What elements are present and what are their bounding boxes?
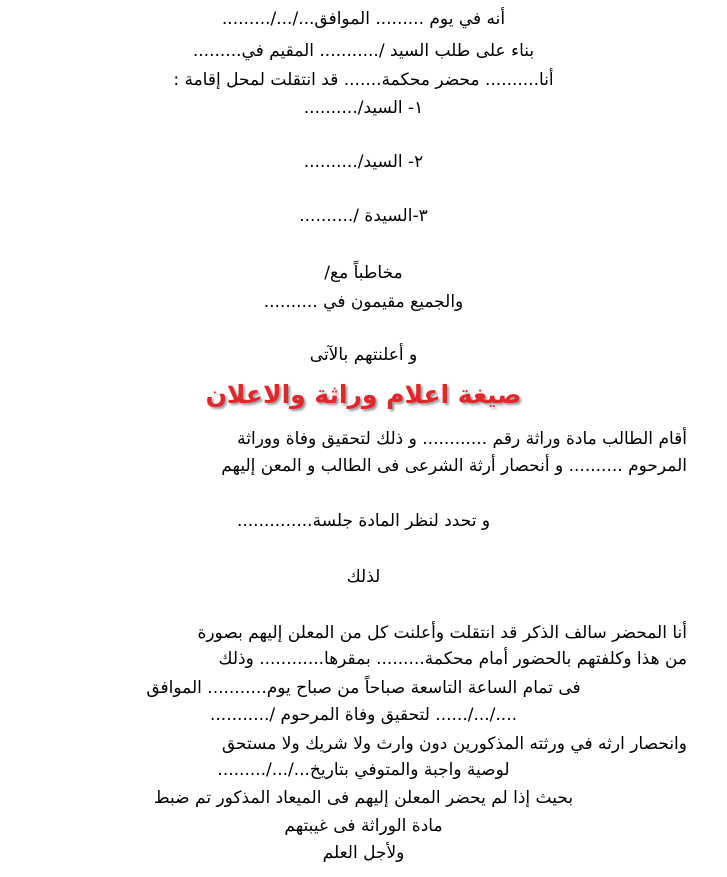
notification-intro: و أعلنتهم بالآتى [309,345,418,365]
header-line-requester: بناء على طلب السيد /........... المقيم في......... [192,41,535,61]
addressed-with: مخاطباً مع/ [324,263,403,283]
session-date-line: و تحدد لنظر المادة جلسة.............. [236,511,491,531]
recipient-2: ٢- السيد/.......... [303,152,424,172]
body-paragraph-2-line-5: وانحصار ارثه في ورثته المذكورين دون وارث ولا شريك ولا مستحق [221,734,687,754]
body-paragraph-2-line-4: ..../.../...... لتحقيق وفاة المرحوم /........... [209,705,518,725]
body-paragraph-2-line-1: أنا المحضر سالف الذكر قد انتقلت وأعلنت كل من المعلن إليهم بصورة [197,623,687,643]
therefore-heading: لذلك [346,567,381,587]
recipient-1: ١- السيد/.......... [303,98,424,118]
body-paragraph-2-line-7: بحيث إذا لم يحضر المعلن إليهم فى الميعاد المذكور تم ضبط [153,788,574,808]
header-line-bailiff: أنا.......... محضر محكمة....... قد انتقلت لمحل إقامة : [173,70,554,90]
body-paragraph-1-line-2: المرحوم .......... و أنحصار أرثة الشرعى فى الطالب و المعن إليهم [221,456,687,476]
body-paragraph-2-line-3: فى تمام الساعة التاسعة صباحاً من صباح يوم........... الموافق [146,678,581,698]
body-paragraph-2-line-6: لوصية واجبة والمتوفي بتاريخ.../.../......... [217,760,510,780]
closing-line: ولأجل العلم [322,843,405,863]
body-paragraph-2-line-2: من هذا وكلفتهم بالحضور أمام محكمة......... بمقرها............ وذلك [218,649,687,669]
body-paragraph-1-line-1: أقام الطالب مادة وراثة رقم ............ و ذلك لتحقيق وفاة ووراثة [237,429,687,449]
header-line-date: أنه في يوم ......... الموافق.../.../......... [221,9,506,29]
body-paragraph-2-line-8: مادة الوراثة فى غيبتهم [284,816,443,836]
document-title: صيغة اعلام وراثة والاعلان [205,380,522,409]
recipient-3: ٣-السيدة /.......... [299,206,428,226]
residence-line: والجميع مقيمون في .......... [263,292,464,312]
